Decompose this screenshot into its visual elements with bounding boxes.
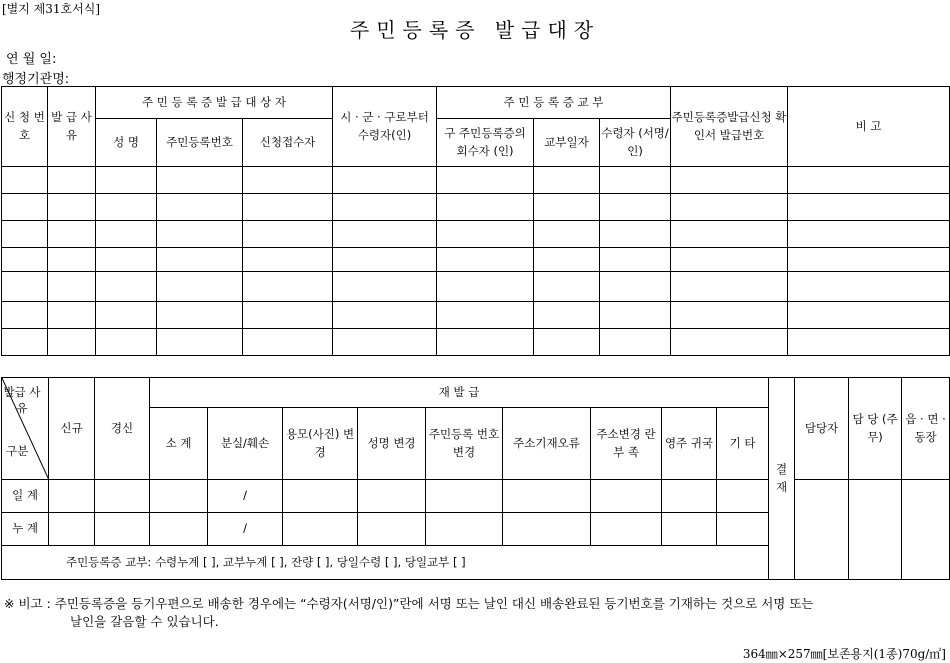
issuance-register-table — [1, 86, 950, 356]
blank-cell[interactable] — [96, 221, 157, 248]
blank-cell[interactable] — [48, 329, 96, 356]
blank-cell[interactable] — [591, 513, 662, 546]
header-delivery-group: 주 민 등 록 증 교 부 — [437, 87, 671, 119]
blank-cell[interactable] — [333, 194, 437, 221]
blank-cell[interactable] — [48, 302, 96, 329]
blank-cell[interactable] — [157, 272, 243, 302]
paper-spec: 364㎜×257㎜[보존용지(1종)70g/㎡] — [742, 647, 946, 661]
table-row — [2, 302, 950, 329]
blank-cell[interactable] — [437, 302, 534, 329]
signature-chief[interactable] — [849, 480, 902, 580]
blank-cell[interactable] — [717, 480, 769, 513]
header-addr-field: 주소변경 란 부 족 — [591, 408, 662, 480]
header-return: 영주 귀국 — [662, 408, 717, 480]
signature-head[interactable] — [902, 480, 950, 580]
blank-cell[interactable] — [788, 329, 950, 356]
header-recipient: 수령자 (서명/인) — [600, 119, 671, 167]
blank-cell[interactable] — [358, 513, 426, 546]
row-cumulative: 누 계 — [2, 513, 49, 546]
header-rrn-change: 주민등록 번호 변경 — [426, 408, 503, 480]
blank-cell[interactable] — [157, 194, 243, 221]
header-remarks: 비 고 — [788, 87, 950, 167]
blank-cell[interactable] — [437, 272, 534, 302]
remarks-note-line-2: 날인을 갈음할 수 있습니다. — [70, 614, 219, 630]
table-row — [2, 248, 950, 272]
blank-cell[interactable] — [503, 513, 591, 546]
blank-cell[interactable] — [243, 302, 333, 329]
blank-cell[interactable] — [671, 248, 788, 272]
header-app-no: 신 청 번 호 — [2, 87, 48, 167]
blank-cell[interactable] — [333, 248, 437, 272]
blank-cell[interactable] — [48, 167, 96, 194]
form-number-tag: [별지 제31호서식] — [2, 2, 100, 16]
remarks-note-line-1: ※ 비고 : 주민등록증을 등기우편으로 배송한 경우에는 “수령자(서명/인)”란에 서명 또는 날인 대신 배송완료된 등기번호를 기재하는 것으로 서명 또는 — [4, 596, 814, 611]
blank-cell[interactable] — [333, 329, 437, 356]
diagonal-header-cell — [2, 378, 49, 480]
blank-cell[interactable] — [49, 513, 95, 546]
blank-cell[interactable] — [437, 194, 534, 221]
header-renewal: 경신 — [95, 378, 150, 480]
blank-cell[interactable] — [534, 194, 600, 221]
approval-label: 결 재 — [769, 378, 795, 580]
blank-cell[interactable] — [243, 221, 333, 248]
blank-cell[interactable] — [534, 302, 600, 329]
blank-cell[interactable] — [437, 248, 534, 272]
blank-cell[interactable] — [283, 513, 358, 546]
signature-staff[interactable] — [795, 480, 849, 580]
blank-cell[interactable] — [671, 329, 788, 356]
approval-chief: 담 당 (주 무) — [849, 378, 902, 480]
header-receiver: 신청접수자 — [243, 119, 333, 167]
blank-cell[interactable] — [2, 329, 48, 356]
blank-cell[interactable] — [333, 167, 437, 194]
blank-cell[interactable] — [503, 480, 591, 513]
blank-cell[interactable] — [2, 221, 48, 248]
blank-cell[interactable] — [358, 480, 426, 513]
blank-cell[interactable] — [95, 513, 150, 546]
blank-cell[interactable] — [333, 302, 437, 329]
blank-cell[interactable] — [48, 248, 96, 272]
header-new: 신규 — [49, 378, 95, 480]
blank-cell[interactable] — [96, 272, 157, 302]
header-other: 기 타 — [717, 408, 769, 480]
table-row — [2, 194, 950, 221]
blank-cell[interactable] — [157, 167, 243, 194]
blank-cell[interactable] — [717, 513, 769, 546]
blank-cell[interactable] — [157, 221, 243, 248]
header-target-group: 주 민 등 록 증 발 급 대 상 자 — [96, 87, 333, 119]
header-confirm-no: 주민등록증발급신청 확인서 발급번호 — [671, 87, 788, 167]
blank-cell[interactable] — [600, 272, 671, 302]
diag-category-label: 구분 — [6, 444, 29, 459]
blank-cell[interactable] — [600, 248, 671, 272]
blank-cell[interactable] — [95, 480, 150, 513]
blank-cell[interactable] — [333, 272, 437, 302]
table-row — [2, 167, 950, 194]
blank-cell[interactable] — [2, 248, 48, 272]
blank-cell[interactable] — [157, 248, 243, 272]
blank-cell[interactable] — [333, 221, 437, 248]
row-daily: 일 계 — [2, 480, 49, 513]
blank-cell[interactable] — [534, 272, 600, 302]
blank-cell[interactable] — [437, 167, 534, 194]
blank-cell[interactable] — [671, 167, 788, 194]
blank-cell[interactable] — [426, 480, 503, 513]
blank-cell[interactable] — [600, 221, 671, 248]
blank-cell[interactable] — [2, 272, 48, 302]
header-old-card: 구 주민등록증의 회수자 (인) — [437, 119, 534, 167]
delivery-summary-line: 주민등록증 교부: 수령누계 [ ], 교부누계 [ ], 잔량 [ ], 당일수령 [ ], 당일교부 [ ] — [2, 546, 769, 580]
blank-cell[interactable] — [788, 194, 950, 221]
blank-cell[interactable] — [788, 221, 950, 248]
blank-cell[interactable] — [96, 302, 157, 329]
slash-mark: / — [208, 480, 283, 513]
blank-cell[interactable] — [2, 167, 48, 194]
blank-cell[interactable] — [157, 302, 243, 329]
header-name-change: 성명 변경 — [358, 408, 426, 480]
blank-cell[interactable] — [671, 272, 788, 302]
blank-cell[interactable] — [96, 248, 157, 272]
approval-staff: 담당자 — [795, 378, 849, 480]
date-label: 연 월 일: — [6, 52, 57, 67]
blank-cell[interactable] — [534, 329, 600, 356]
blank-cell[interactable] — [283, 480, 358, 513]
header-reissue: 재 발 급 — [150, 378, 769, 408]
header-lost: 분실/훼손 — [208, 408, 283, 480]
page-title: 주민등록증 발급대장 — [349, 18, 601, 42]
blank-cell[interactable] — [48, 194, 96, 221]
blank-cell[interactable] — [437, 221, 534, 248]
blank-cell[interactable] — [243, 272, 333, 302]
header-name: 성 명 — [96, 119, 157, 167]
blank-cell[interactable] — [2, 194, 48, 221]
blank-cell[interactable] — [96, 194, 157, 221]
blank-cell[interactable] — [96, 167, 157, 194]
approval-head: 읍 · 면 · 동장 — [902, 378, 950, 480]
header-photo: 용모(사진) 변경 — [283, 408, 358, 480]
blank-cell[interactable] — [662, 513, 717, 546]
blank-cell[interactable] — [671, 221, 788, 248]
blank-cell[interactable] — [600, 194, 671, 221]
header-city-receiver: 시 · 군 · 구로부터 수령자(인) — [333, 87, 437, 167]
header-addr-error: 주소기재오류 — [503, 408, 591, 480]
blank-cell[interactable] — [788, 167, 950, 194]
blank-cell[interactable] — [243, 248, 333, 272]
issuance-summary-table — [1, 377, 950, 580]
blank-cell[interactable] — [788, 248, 950, 272]
table-row — [2, 272, 950, 302]
blank-cell[interactable] — [600, 329, 671, 356]
agency-label: 행정기관명: — [2, 72, 70, 87]
blank-cell[interactable] — [49, 480, 95, 513]
blank-cell[interactable] — [671, 194, 788, 221]
blank-cell[interactable] — [48, 221, 96, 248]
blank-cell[interactable] — [243, 329, 333, 356]
blank-cell[interactable] — [150, 480, 208, 513]
blank-cell[interactable] — [534, 167, 600, 194]
table-row — [2, 480, 950, 513]
header-delivery-date: 교부일자 — [534, 119, 600, 167]
blank-cell[interactable] — [788, 302, 950, 329]
header-issue-reason: 발 급 사 유 — [48, 87, 96, 167]
blank-cell[interactable] — [600, 302, 671, 329]
blank-cell[interactable] — [788, 272, 950, 302]
blank-cell[interactable] — [534, 221, 600, 248]
blank-cell[interactable] — [426, 513, 503, 546]
diag-reason-label: 발급 사유 — [3, 385, 41, 416]
blank-cell[interactable] — [157, 329, 243, 356]
blank-cell[interactable] — [600, 167, 671, 194]
blank-cell[interactable] — [243, 167, 333, 194]
blank-cell[interactable] — [150, 513, 208, 546]
blank-cell[interactable] — [243, 194, 333, 221]
blank-cell[interactable] — [534, 248, 600, 272]
header-rrn: 주민등록번호 — [157, 119, 243, 167]
blank-cell[interactable] — [671, 302, 788, 329]
blank-cell[interactable] — [2, 302, 48, 329]
header-subtotal: 소 계 — [150, 408, 208, 480]
blank-cell[interactable] — [437, 329, 534, 356]
table-row — [2, 221, 950, 248]
blank-cell[interactable] — [48, 272, 96, 302]
blank-cell[interactable] — [662, 480, 717, 513]
table-row — [2, 329, 950, 356]
blank-cell[interactable] — [591, 480, 662, 513]
blank-cell[interactable] — [96, 329, 157, 356]
remarks-note — [4, 595, 948, 631]
slash-mark: / — [208, 513, 283, 546]
